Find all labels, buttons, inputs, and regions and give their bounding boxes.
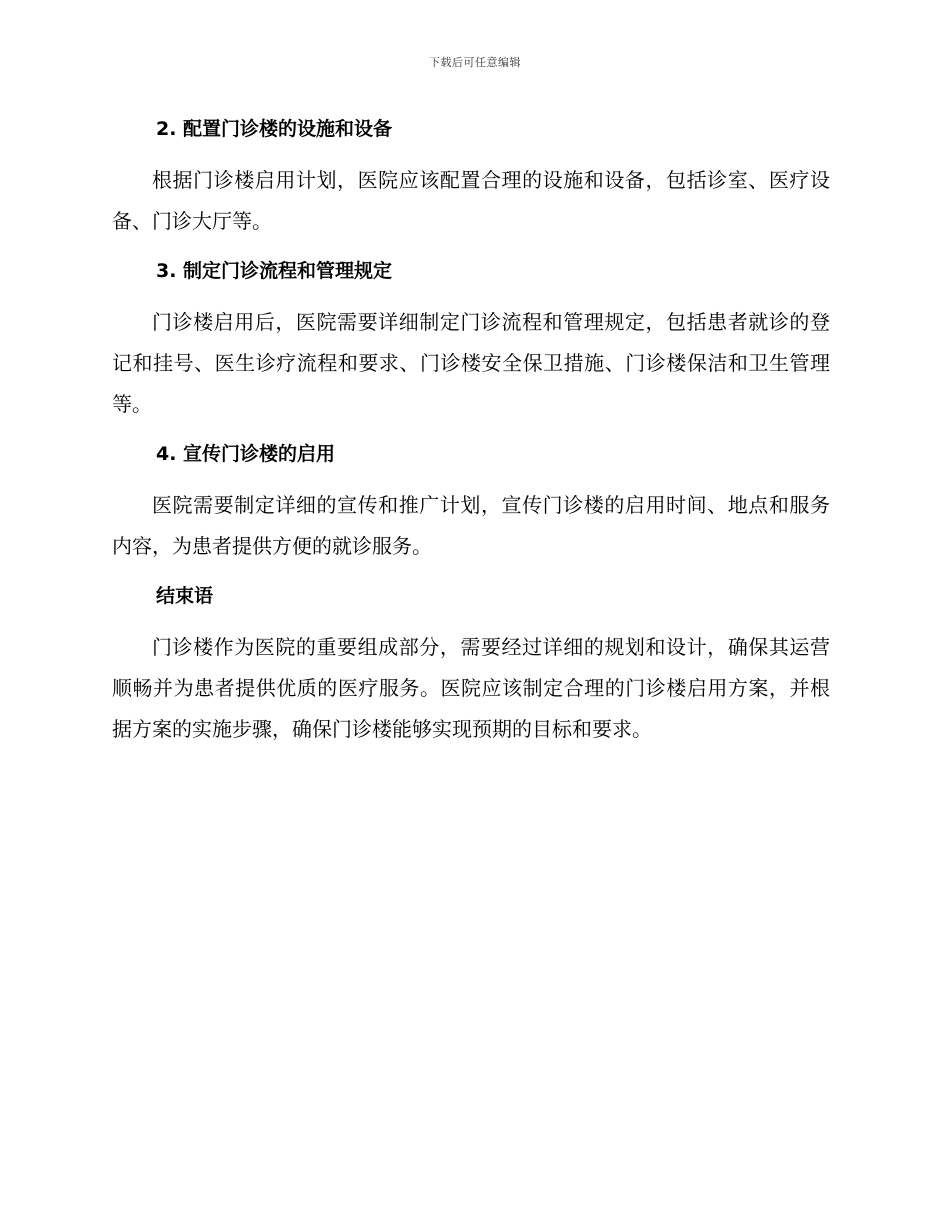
section-paragraph-procedures: 门诊楼启用后，医院需要详细制定门诊流程和管理规定，包括患者就诊的登记和挂号、医生诊疗流程和要求、门诊楼安全保卫措施、门诊楼保洁和卫生管理等。: [112, 310, 830, 416]
page-header-note: 下载后可任意编辑: [429, 56, 521, 69]
section-paragraph-promotion: 医院需要制定详细的宣传和推广计划，宣传门诊楼的启用时间、地点和服务内容，为患者提供方便的就诊服务。: [112, 493, 830, 558]
section-heading-promotion: 4. 宣传门诊楼的启用: [156, 443, 336, 465]
section-paragraph-facilities: 根据门诊楼启用计划，医院应该配置合理的设施和设备，包括诊室、医疗设备、门诊大厅等。: [112, 168, 830, 233]
section-heading-facilities: 2. 配置门诊楼的设施和设备: [156, 118, 393, 140]
section-heading-procedures: 3. 制定门诊流程和管理规定: [156, 260, 393, 282]
section-heading-conclusion: 结束语: [156, 585, 214, 607]
document-body: [112, 110, 830, 750]
section-paragraph-conclusion: 门诊楼作为医院的重要组成部分，需要经过详细的规划和设计，确保其运营顺畅并为患者提供优质的医疗服务。医院应该制定合理的门诊楼启用方案，并根据方案的实施步骤，确保门诊楼能够实现预期的目标和要求。: [112, 635, 830, 741]
